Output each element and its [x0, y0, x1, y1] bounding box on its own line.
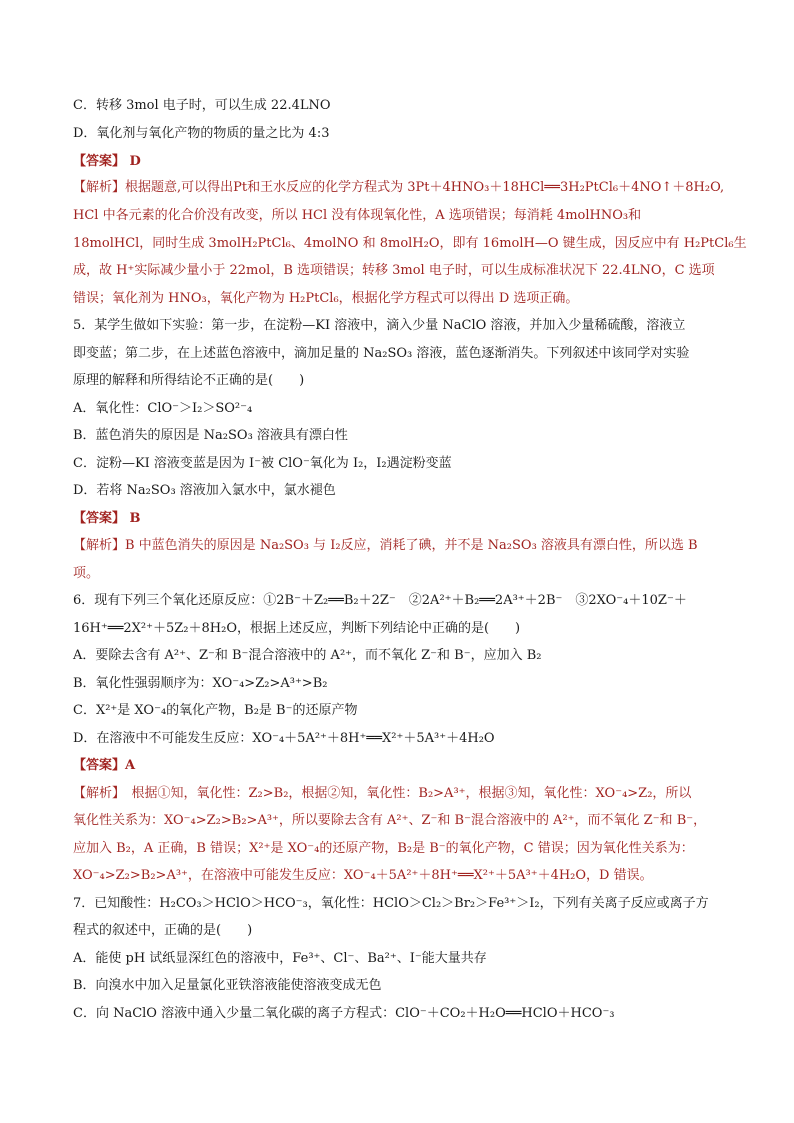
question-7-stem: 7．已知酸性：H₂CO₃＞HClO＞HCO⁻₃，氧化性：HClO＞Cl₂＞Br₂＞Fe³⁺＞I₂，下列有关离子反应或离子方 [73, 896, 709, 911]
analysis-q4-line: HCl 中各元素的化合价没有改变，所以 HCl 没有体现氧化性，A 选项错误；每消耗 4molHNO₃和 [73, 208, 642, 223]
analysis-q6-line: 【解析】 根据①知，氧化性：Z₂>B₂，根据②知，氧化性：B₂>A³⁺，根据③知，氧化性：XO⁻₄>Z₂，所以 [73, 786, 692, 801]
option-a-q6: A．要除去含有 A²⁺、Z⁻和 B⁻混合溶液中的 A²⁺，而不氧化 Z⁻和 B⁻，应加入 B₂ [73, 648, 542, 663]
analysis-q4-line: 错误；氧化剂为 HNO₃，氧化产物为 H₂PtCl₆，根据化学方程式可以得出 D 选项正确。 [73, 291, 579, 306]
option-b-q7: B．向溴水中加入足量氯化亚铁溶液能使溶液变成无色 [73, 978, 382, 993]
analysis-q4-line: 18molHCl，同时生成 3molH₂PtCl₆、4molNO 和 8molH₂O，即有 16molH—O 键生成，因反应中有 H₂PtCl₆生 [73, 236, 747, 251]
question-7-stem: 程式的叙述中，正确的是( ) [73, 923, 253, 938]
analysis-q6-line: 氧化性关系为：XO⁻₄>Z₂>B₂>A³⁺，所以要除去含有 A²⁺、Z⁻和 B⁻混合溶液中的 A²⁺，而不氧化 Z⁻和 B⁻， [73, 813, 707, 828]
analysis-q4-line: 成，故 H⁺实际减少量小于 22mol，B 选项错误；转移 3mol 电子时，可以生成标准状况下 22.4LNO，C 选项 [73, 263, 715, 278]
answer-q4: 【答案】 D [73, 154, 141, 169]
question-5-stem: 原理的解释和所得结论不正确的是( ) [73, 373, 305, 388]
analysis-q5-line: 项。 [73, 566, 100, 581]
option-c-q7: C．向 NaClO 溶液中通入少量二氧化碳的离子方程式：ClO⁻＋CO₂＋H₂O══HClO＋HCO⁻₃ [73, 1006, 615, 1021]
option-d-q5: D．若将 Na₂SO₃ 溶液加入氯水中，氯水褪色 [73, 483, 336, 498]
option-c-q5: C．淀粉—KI 溶液变蓝是因为 I⁻被 ClO⁻氧化为 I₂，I₂遇淀粉变蓝 [73, 456, 452, 471]
option-c-q4: C．转移 3mol 电子时，可以生成 22.4LNO [73, 98, 331, 113]
question-5-stem: 即变蓝；第二步，在上述蓝色溶液中，滴加足量的 Na₂SO₃ 溶液，蓝色逐渐消失。下列叙述中该同学对实验 [73, 346, 690, 361]
option-d-q4: D．氧化剂与氧化产物的物质的量之比为 4:3 [73, 126, 330, 141]
question-5-stem: 5．某学生做如下实验：第一步，在淀粉—KI 溶液中，滴入少量 NaClO 溶液，并加入少量稀硫酸，溶液立 [73, 318, 686, 333]
option-a-q5: A．氧化性：ClO⁻＞I₂＞SO²⁻₄ [73, 401, 253, 416]
analysis-q6-line: 应加入 B₂，A 正确，B 错误；X²⁺是 XO⁻₄的还原产物，B₂是 B⁻的氧化产物，C 错误；因为氧化性关系为： [73, 841, 694, 856]
question-6-stem: 16H⁺══2X²⁺＋5Z₂＋8H₂O，根据上述反应，判断下列结论中正确的是( ) [73, 621, 521, 636]
question-6-stem: 6．现有下列三个氧化还原反应：①2B⁻＋Z₂══B₂＋2Z⁻ ②2A²⁺＋B₂══2A³⁺＋2B⁻ ③2XO⁻₄＋10Z⁻＋ [73, 593, 687, 608]
option-b-q5: B．蓝色消失的原因是 Na₂SO₃ 溶液具有漂白性 [73, 428, 348, 443]
analysis-q5-line: 【解析】B 中蓝色消失的原因是 Na₂SO₃ 与 I₂反应，消耗了碘，并不是 Na₂SO₃ 溶液具有漂白性，所以选 B [73, 538, 698, 553]
option-d-q6: D．在溶液中不可能发生反应：XO⁻₄＋5A²⁺＋8H⁺══X²⁺＋5A³⁺＋4H₂O [73, 731, 495, 746]
option-b-q6: B．氧化性强弱顺序为：XO⁻₄>Z₂>A³⁺>B₂ [73, 676, 328, 691]
analysis-q6-line: XO⁻₄>Z₂>B₂>A³⁺，在溶液中可能发生反应：XO⁻₄＋5A²⁺＋8H⁺══X²⁺＋5A³⁺＋4H₂O，D 错误。 [73, 868, 653, 883]
answer-q5: 【答案】 B [73, 511, 141, 526]
option-a-q7: A．能使 pH 试纸显深红色的溶液中，Fe³⁺、Cl⁻、Ba²⁺、I⁻能大量共存 [73, 951, 487, 966]
answer-q6: 【答案】A [73, 758, 136, 773]
option-c-q6: C．X²⁺是 XO⁻₄的氧化产物，B₂是 B⁻的还原产物 [73, 703, 358, 718]
analysis-q4-line: 【解析】根据题意,可以得出Pt和王水反应的化学方程式为 3Pt＋4HNO₃＋18HCl══3H₂PtCl₆＋4NO↑＋8H₂O, [73, 180, 725, 195]
